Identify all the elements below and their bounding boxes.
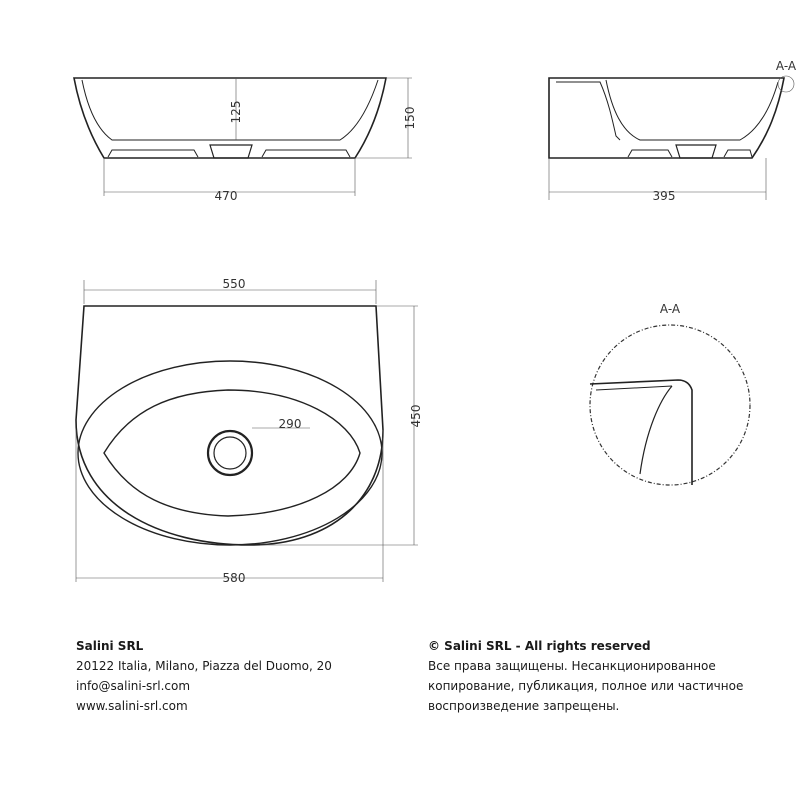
rights-line-3: воспроизведение запрещены. (428, 699, 620, 713)
detail-circle (590, 325, 750, 485)
company-email: info@salini-srl.com (76, 679, 191, 693)
front-view-base-right (262, 150, 350, 157)
detail-top-edge (596, 386, 672, 390)
detail-label: A-A (659, 302, 681, 316)
side-view (549, 59, 797, 203)
company-info (76, 636, 376, 716)
plan-view (76, 277, 423, 585)
plan-view-drain-outer (208, 431, 252, 475)
rights-notice (428, 636, 788, 716)
dim-label-550: 550 (222, 277, 246, 291)
section-marker-circle (778, 76, 794, 92)
front-view-base-left (108, 150, 198, 157)
dim-label-470: 470 (214, 189, 238, 203)
side-view-drain (676, 145, 716, 158)
side-view-base-left (628, 150, 672, 157)
company-website: www.salini-srl.com (76, 699, 188, 713)
dim-label-450: 450 (409, 404, 423, 428)
plan-view-rim (78, 361, 382, 545)
plan-view-drain-inner (214, 437, 246, 469)
front-view (74, 78, 417, 203)
plan-view-bowl (104, 390, 360, 516)
rights-title: © Salini SRL - All rights reserved (428, 639, 651, 653)
dim-label-395: 395 (652, 189, 676, 203)
side-view-base-right (724, 150, 752, 157)
side-view-back-wall (556, 82, 620, 140)
section-marker-label: A-A (775, 59, 797, 73)
detail-inner-wall (640, 386, 672, 474)
dim-label-580: 580 (222, 571, 246, 585)
front-view-drain (210, 145, 252, 158)
dim-label-150: 150 (403, 106, 417, 130)
dim-label-290: 290 (278, 417, 302, 431)
rights-line-1: Все права защищены. Несанкционированное (428, 659, 716, 673)
dim-label-125: 125 (229, 100, 243, 124)
plan-view-outline (76, 306, 383, 545)
side-view-bowl-inner (606, 80, 778, 140)
company-address: 20122 Italia, Milano, Piazza del Duomo, 20 (76, 659, 332, 673)
rights-line-2: копирование, публикация, полное или частичное (428, 679, 744, 693)
side-view-outline (549, 78, 784, 158)
company-name: Salini SRL (76, 639, 144, 653)
detail-section-a-a (590, 302, 750, 485)
